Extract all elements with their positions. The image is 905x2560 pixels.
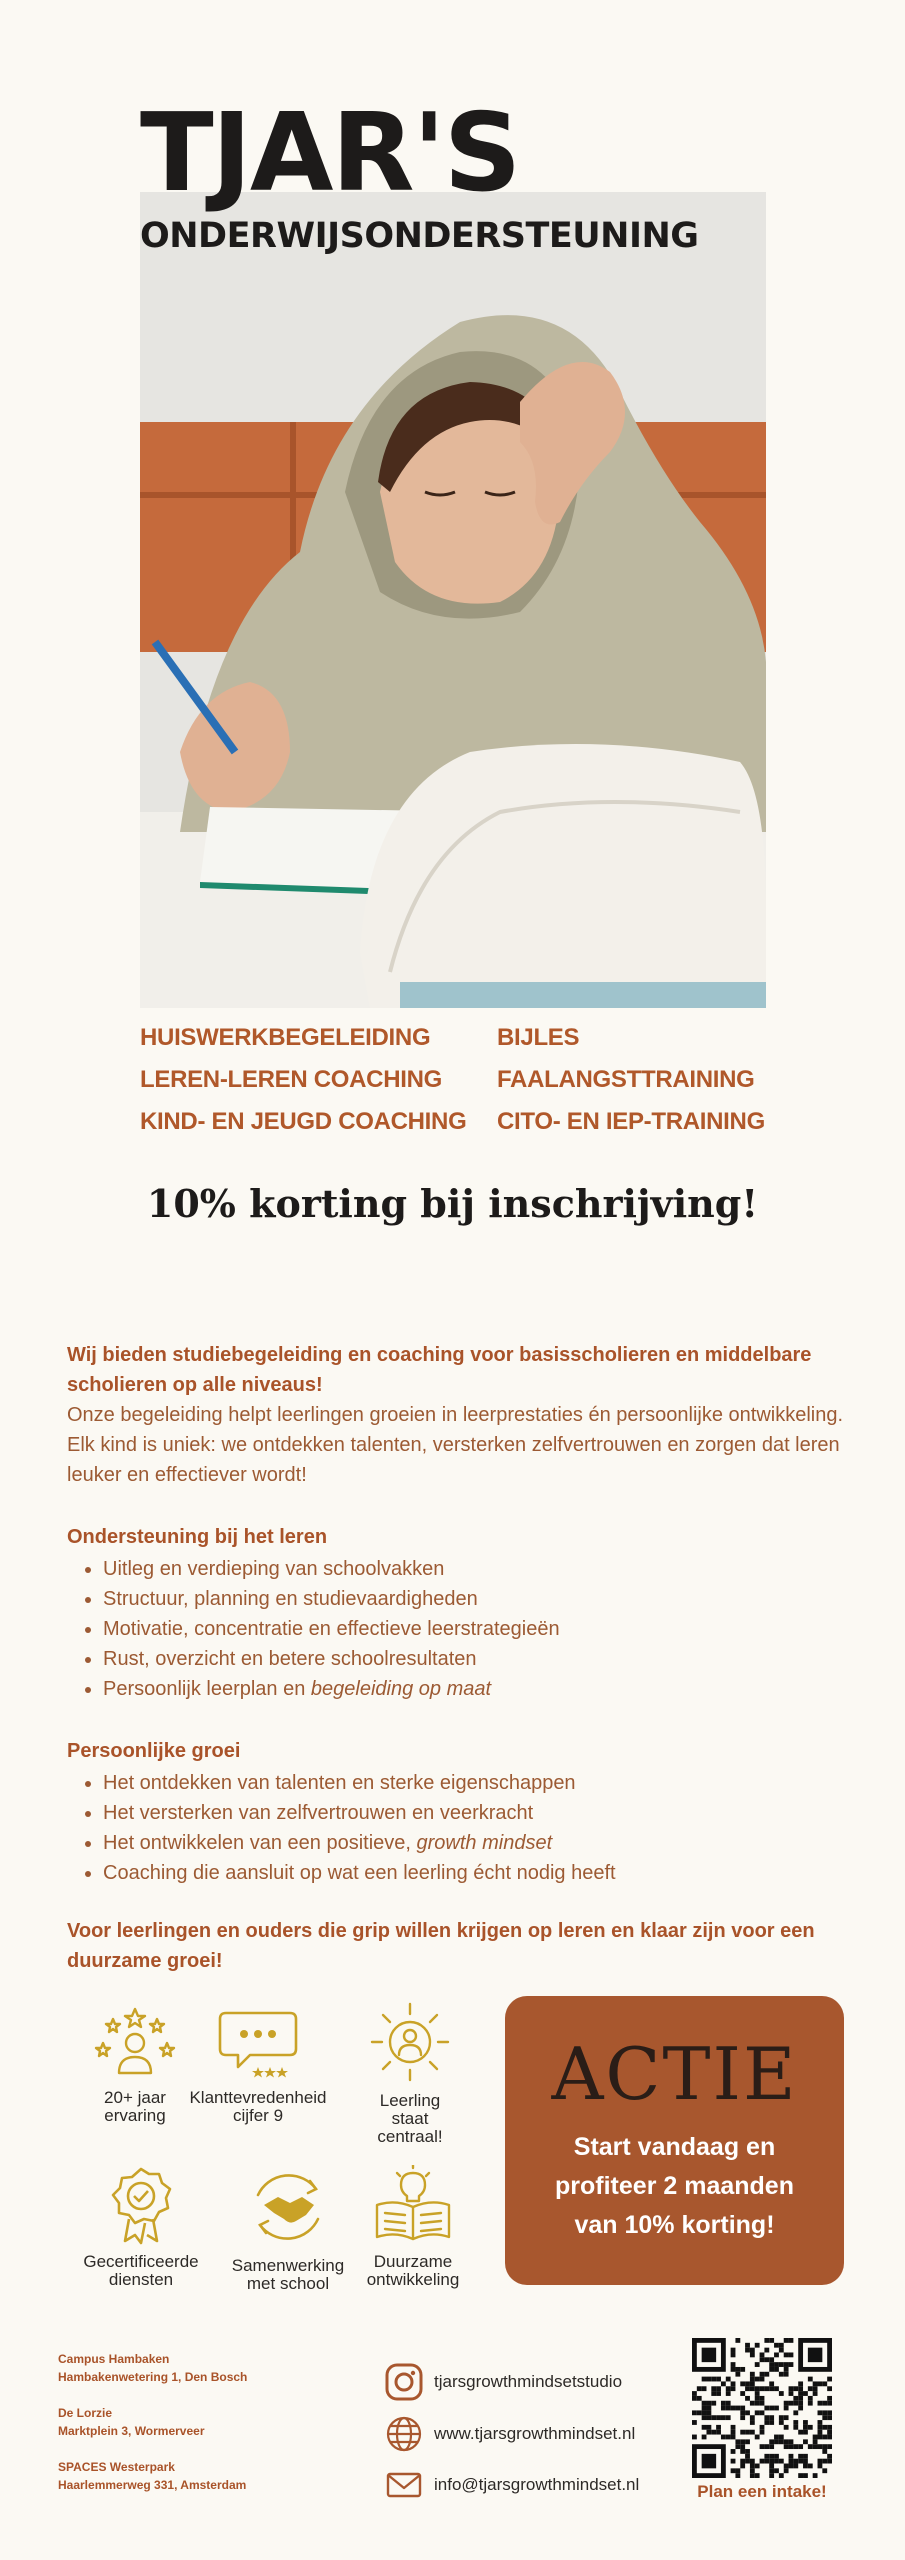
qr-code[interactable]: [692, 2338, 832, 2478]
book-lightbulb-icon: [371, 2165, 455, 2245]
intro-body: Onze begeleiding helpt leerlingen groeien in leerprestaties én persoonlijke ontwikkeling. Elk kind is uniek: we ontdekken talenten, versterken zelfvertrouwen en zorgen dat leren leuker en effectiever wordt!: [67, 1404, 844, 1486]
contact-instagram[interactable]: [384, 2362, 622, 2402]
growth-list: [67, 1768, 847, 1888]
list-item-text: Persoonlijk leerplan en: [103, 1678, 311, 1700]
main-content: [67, 1340, 847, 1976]
closing-statement: Voor leerlingen en ouders die grip willen krijgen op leren en klaar zijn voor een duurzame groei!: [67, 1920, 815, 1972]
list-item-emphasis: growth mindset: [416, 1832, 553, 1854]
feature-label: Leerling staat centraal!: [377, 2091, 443, 2146]
instagram-handle: tjarsgrowthmindsetstudio: [434, 2372, 623, 2391]
feature-certified: [61, 2165, 221, 2289]
globe-icon: [384, 2414, 424, 2454]
location-lorzie: De Lorzie Marktplein 3, Wormerveer: [58, 2406, 205, 2438]
actie-text: Start vandaag en profiteer 2 maanden van 10% korting!: [555, 2133, 794, 2239]
certificate-badge-icon: [99, 2165, 183, 2245]
qr-code-icon: [692, 2338, 832, 2478]
qr-caption: Plan een intake!: [697, 2482, 827, 2501]
feature-satisfaction: [178, 2005, 338, 2125]
brand-subtitle: ONDERWIJSONDERSTEUNING: [140, 216, 699, 256]
actie-title: ACTIE: [551, 2032, 798, 2116]
feature-label: 20+ jaar ervaring: [104, 2088, 166, 2125]
feature-development: [333, 2165, 493, 2289]
contact-website[interactable]: [384, 2414, 635, 2454]
hero-photo: [140, 192, 766, 1008]
feature-label: Gecertificeerde diensten: [83, 2252, 199, 2289]
email-link: info@tjarsgrowthmindset.nl: [434, 2475, 640, 2494]
service-leren-leren: LEREN-LEREN COACHING: [140, 1066, 443, 1093]
location-westerpark: SPACES Westerpark Haarlemmerweg 331, Amsterdam: [58, 2460, 247, 2492]
intro-headline: Wij bieden studiebegeleiding en coaching voor basisscholieren en middelbare scholieren op alle niveaus!: [67, 1344, 812, 1396]
service-jeugd-coaching: KIND- EN JEUGD COACHING: [140, 1108, 467, 1135]
list-item-text: Het ontwikkelen van een positieve,: [103, 1832, 417, 1854]
mail-icon: [384, 2465, 424, 2505]
learning-list: [67, 1554, 847, 1704]
actie-promo-box[interactable]: [505, 1996, 844, 2285]
service-faalangst: FAALANGSTTRAINING: [497, 1066, 755, 1093]
instagram-icon: [384, 2362, 424, 2402]
list-item: [103, 1828, 847, 1858]
list-item: [103, 1674, 847, 1704]
list-item: • Rust, overzicht en betere schoolresultaten: [103, 1644, 847, 1674]
list-item: • Coaching die aansluit op wat een leerling écht nodig heeft: [103, 1858, 847, 1888]
website-link: www.tjarsgrowthmindset.nl: [434, 2424, 636, 2443]
discount-banner: 10% korting bij inschrijving!: [146, 1181, 759, 1226]
list-item: • Het versterken van zelfvertrouwen en veerkracht: [103, 1798, 847, 1828]
stars-person-icon: [93, 2005, 177, 2081]
location-hambaken: Campus Hambaken Hambakenwetering 1, Den Bosch: [58, 2352, 248, 2384]
growth-heading: Persoonlijke groei: [67, 1740, 241, 1762]
service-huiswerkbegeleiding: HUISWERKBEGELEIDING: [140, 1024, 431, 1051]
service-cito: CITO- EN IEP-TRAINING: [497, 1108, 765, 1135]
service-bijles: BIJLES: [497, 1024, 580, 1051]
feature-label: Samenwerking met school: [231, 2256, 345, 2293]
chat-rating-icon: [216, 2005, 300, 2081]
brand-title: TJAR'S: [140, 91, 520, 216]
feature-label: Klanttevredenheid cijfer 9: [189, 2088, 327, 2125]
student-illustration: [140, 192, 766, 1008]
list-item-emphasis: begeleiding op maat: [310, 1678, 492, 1700]
learning-heading: Ondersteuning bij het leren: [67, 1526, 328, 1548]
handshake-icon: [246, 2165, 330, 2249]
list-item: • Uitleg en verdieping van schoolvakken: [103, 1554, 847, 1584]
list-item: • Het ontdekken van talenten en sterke eigenschappen: [103, 1768, 847, 1798]
feature-label: Duurzame ontwikkeling: [366, 2252, 460, 2289]
feature-central: [330, 2000, 490, 2146]
list-item: • Motivatie, concentratie en effectieve leerstrategieën: [103, 1614, 847, 1644]
contact-email[interactable]: [384, 2465, 639, 2505]
list-item: • Structuur, planning en studievaardigheden: [103, 1584, 847, 1614]
person-radiant-icon: [368, 2000, 452, 2084]
